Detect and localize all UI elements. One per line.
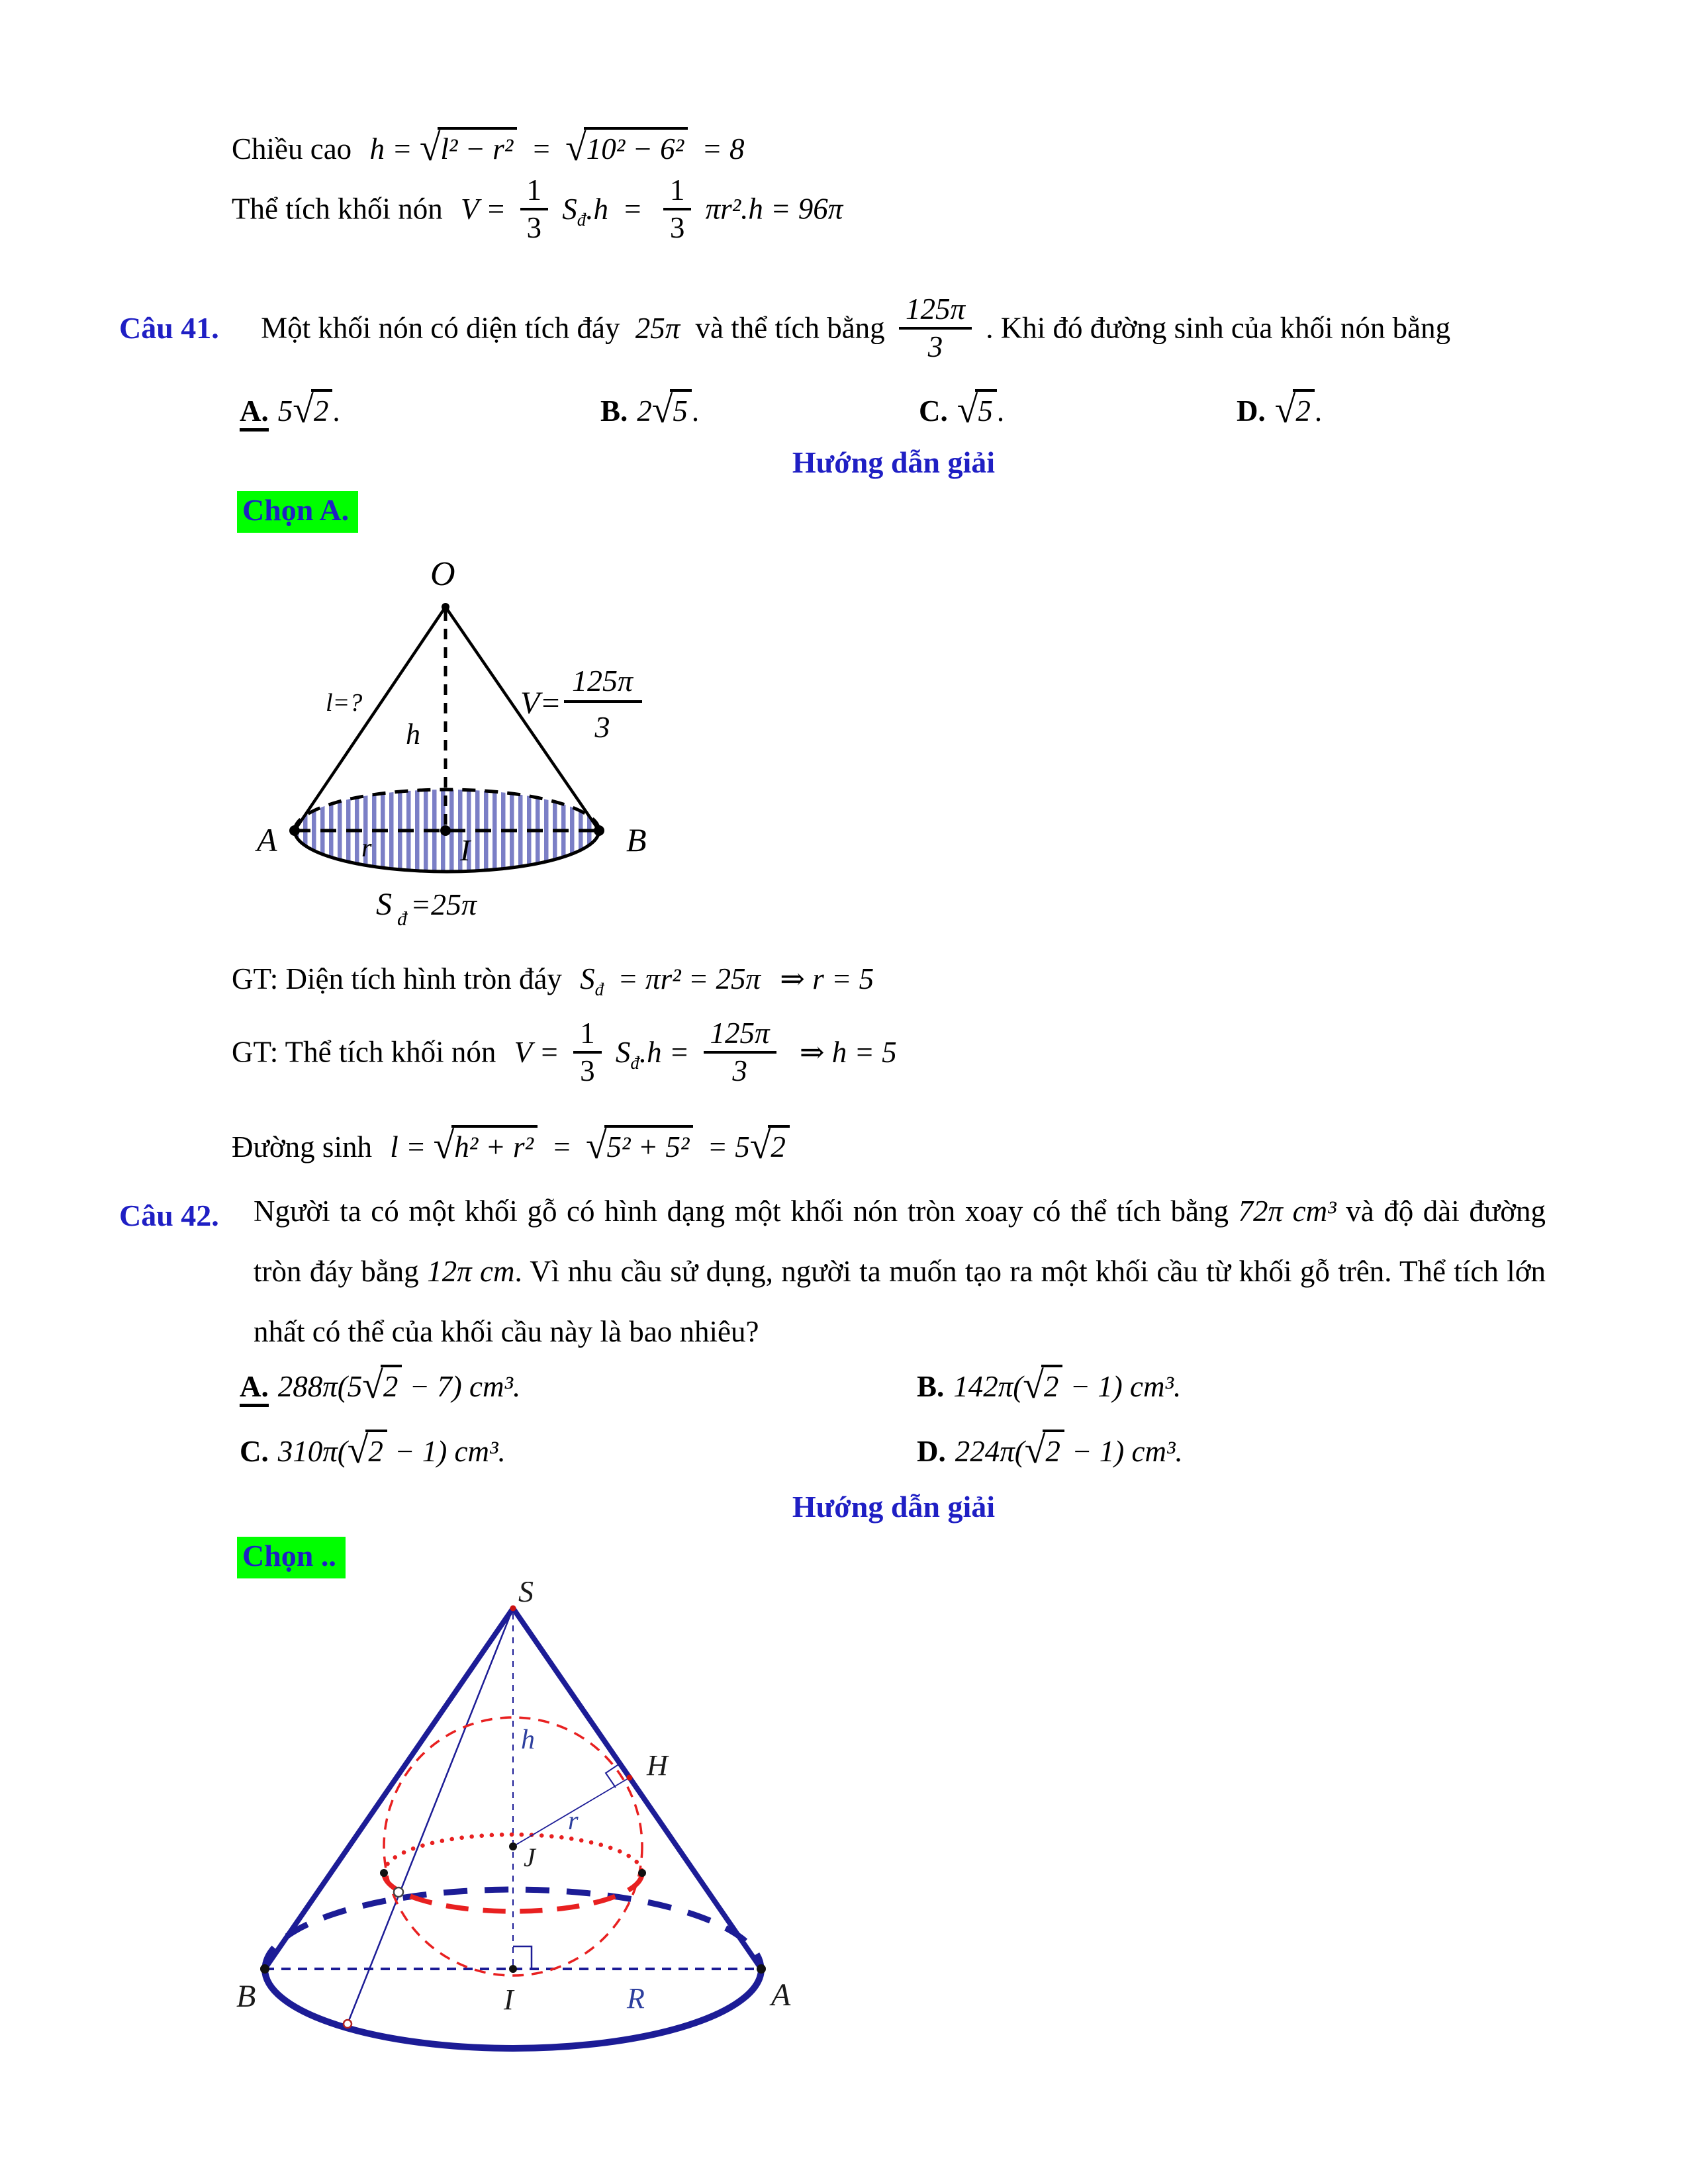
solution-heading-41: Hướng dẫn giải: [792, 445, 996, 479]
option-41-C: [919, 389, 1005, 431]
radical-2: √2: [1025, 1430, 1064, 1469]
gt-line1-label: GT: Diện tích hình tròn đáy: [232, 962, 562, 995]
option-A-pre: 288π(5: [277, 1370, 363, 1403]
tangent-point-dot: [627, 1775, 633, 1781]
question-41-text-before: Một khối nón có diện tích đáy: [261, 311, 620, 345]
option-D-post: − 1) cm³.: [1064, 1435, 1183, 1468]
math-12pi-cm: 12π cm: [427, 1255, 515, 1288]
chord-sphere-intersection-marker: [394, 1888, 403, 1897]
solution40-line1: [232, 127, 745, 169]
volume-frac-denominator: 3: [594, 710, 610, 744]
math-sd-h-eq: [615, 1035, 690, 1073]
math-pir2h: πr².h = 96π: [705, 192, 843, 226]
radical-sign: √: [957, 389, 978, 431]
solution40-line2-label: Thể tích khối nón: [232, 192, 443, 226]
tangent-point-label: H: [647, 1749, 668, 1782]
height-label: h: [406, 718, 420, 751]
math-sd-h: [562, 192, 608, 230]
question-41-number: Câu 41.: [119, 310, 219, 345]
radical-2: √2: [1023, 1365, 1062, 1404]
question-42-seg3: . Vì nhu cầu sử dụng, người ta muốn tạo ra một khối cầu từ khối gỗ trên. Thể tích lớn nhất có thể của khối cầu này là bao nhiêu?: [254, 1255, 1546, 1348]
radical-2: √2: [362, 1365, 402, 1404]
radical-2: √2: [750, 1125, 790, 1164]
radical-sign: √: [651, 389, 673, 431]
cone-left-edge: [265, 1608, 513, 1969]
solution40-line1-label: Chiều cao: [232, 132, 352, 165]
option-A-coeff: 5: [277, 394, 293, 428]
point-B-dot: [594, 825, 604, 836]
point-B-label: B: [236, 1979, 256, 2014]
chosen-answer-41-text: Chọn A.: [237, 491, 358, 533]
fraction-1-3: $\frac{1}{3}$: [573, 1018, 602, 1087]
radical-5: √5: [652, 389, 692, 428]
radical-sign: √: [293, 389, 314, 431]
option-C-pre: 310π(: [277, 1435, 348, 1468]
radical-sign: √: [433, 1125, 455, 1167]
equator-left-dot: [380, 1869, 388, 1877]
option-letter-B: B.: [600, 394, 628, 428]
option-C-post: − 1) cm³.: [387, 1435, 506, 1468]
radical-h2-r2: √h² + r²: [434, 1125, 538, 1164]
radical-2b: √2: [1275, 389, 1315, 428]
option-41-D: [1237, 389, 1323, 431]
question-41: [119, 293, 1451, 366]
radical-100-36: √10² − 6²: [565, 127, 688, 166]
option-B-period: .: [691, 394, 700, 428]
subscript-d: đ: [594, 979, 604, 999]
math-72pi-cm3: 72π cm³: [1238, 1195, 1336, 1228]
radical-25-25: √5² + 5²: [586, 1125, 693, 1164]
options-42-grid: [0, 1365, 1688, 1504]
question-42-number: Câu 42.: [119, 1199, 219, 1232]
volume-label: V=: [520, 686, 561, 721]
point-A-dot: [757, 1964, 766, 1974]
sphere-center-label: J: [524, 1843, 536, 1872]
right-angle-mark-I: [513, 1946, 532, 1969]
option-42-B: [917, 1365, 1181, 1404]
right-angle-mark-H: [606, 1764, 620, 1788]
symbol-S: S: [562, 192, 577, 226]
point-A-label: A: [771, 1978, 791, 2013]
option-41-B: [600, 389, 700, 431]
volume-frac-numerator: 125π: [571, 664, 633, 698]
slant-length-label: l=?: [326, 689, 363, 717]
apex-label: S: [518, 1582, 534, 1608]
height-label: h: [521, 1725, 535, 1755]
center-label: I: [460, 833, 471, 867]
radical-sign: √: [565, 127, 586, 169]
symbol-S: S: [615, 1035, 631, 1069]
question-42-seg2: và độ dài đường tròn đáy bằng: [254, 1195, 1546, 1288]
diagram-cone-sphere-42: [235, 1582, 804, 2062]
fraction-125pi-3: $\frac{125\pi}{3}$: [899, 294, 972, 363]
math-25pi: 25π: [635, 311, 680, 345]
gt-line1-conclusion: ⇒ r = 5: [780, 962, 874, 995]
option-letter-D: D.: [917, 1435, 946, 1468]
result-5: = 5: [707, 1130, 750, 1163]
point-I-dot: [509, 1965, 517, 1973]
equals-sign: =: [622, 192, 643, 226]
result-8: = 8: [702, 132, 745, 165]
equals-sign: =: [551, 1130, 572, 1163]
option-letter-D: D.: [1237, 394, 1266, 428]
equals-sign: =: [531, 132, 551, 165]
question-42-text: [254, 1181, 1546, 1362]
apex-label: O: [430, 555, 455, 593]
option-41-A: [240, 389, 340, 431]
option-B-coeff: 2: [637, 394, 652, 428]
option-D-period: .: [1314, 394, 1323, 428]
base-center-label: I: [504, 1983, 514, 2016]
base-radius-label: R: [627, 1982, 645, 2015]
point-B-label: B: [626, 821, 647, 858]
radical-sign: √: [585, 1125, 607, 1167]
base-area-subscript: đ: [397, 908, 407, 930]
math-l-eq: l =: [390, 1130, 426, 1163]
symbol-S: S: [580, 962, 595, 995]
chosen-answer-42-text: Chọn ..: [237, 1537, 346, 1578]
gt-line3: [232, 1125, 790, 1167]
radical-sign: √: [362, 1365, 383, 1406]
math-V-eq: V =: [460, 192, 506, 226]
point-A-label: A: [257, 821, 277, 858]
cone-right-edge: [513, 1608, 761, 1969]
fraction-1-3: $\frac{1}{3}$: [520, 175, 549, 244]
solution40-line2: [232, 173, 843, 247]
option-letter-A: A.: [240, 394, 269, 432]
question-42-seg1: Người ta có một khối gỗ có hình dạng một khối nón tròn xoay có thể tích bằng: [254, 1195, 1229, 1228]
point-I-dot: [440, 825, 451, 836]
point-B-dot: [260, 1964, 269, 1974]
diagram-cone-41: [252, 544, 688, 931]
point-J-dot: [509, 1843, 517, 1850]
option-letter-B: B.: [917, 1370, 945, 1403]
gt-line3-label: Đường sinh: [232, 1130, 372, 1163]
subscript-d: đ: [577, 209, 586, 230]
radical-sign: √: [347, 1430, 369, 1471]
chord-end-marker: [344, 2020, 352, 2028]
option-letter-C: C.: [240, 1435, 269, 1468]
option-C-period: .: [996, 394, 1005, 428]
math-h-eq: h =: [369, 132, 412, 165]
gt-line1-equation: = πr² = 25π: [618, 962, 761, 995]
sphere-radius-label: r: [568, 1805, 579, 1835]
fraction-125pi-3: $\frac{125\pi}{3}$: [704, 1018, 776, 1087]
question-41-text-after: . Khi đó đường sinh của khối nón bằng: [986, 311, 1451, 345]
base-area-value: =25π: [410, 887, 477, 921]
option-A-post: − 7) cm³.: [402, 1370, 521, 1403]
math-V-eq: V =: [514, 1035, 559, 1069]
option-B-pre: 142π(: [953, 1370, 1023, 1403]
apex-dot: [510, 1606, 516, 1612]
gt-line2: [232, 1017, 897, 1090]
radical-5b: √5: [957, 389, 997, 428]
option-42-A: [240, 1365, 520, 1404]
apex-dot: [442, 603, 449, 611]
solution-heading-42: Hướng dẫn giải: [792, 1490, 996, 1524]
math-sd: [580, 962, 604, 999]
question-41-text-mid: và thể tích bằng: [695, 311, 885, 345]
radical-sign: √: [419, 127, 441, 169]
base-area-S: S: [376, 887, 392, 922]
option-letter-A: A.: [240, 1370, 269, 1407]
option-letter-C: C.: [919, 394, 948, 428]
point-A-dot: [289, 825, 300, 836]
radical-2: √2: [293, 389, 332, 428]
radical-sign: √: [749, 1125, 771, 1167]
gt-line1: [232, 961, 874, 1000]
dot-h: .h: [586, 192, 608, 226]
radical-sign: √: [1023, 1365, 1044, 1406]
chosen-answer-42: [237, 1537, 346, 1578]
radical-sign: √: [1274, 389, 1296, 431]
option-A-period: .: [332, 394, 340, 428]
gt-line2-label: GT: Thể tích khối nón: [232, 1035, 496, 1069]
radical-l2-r2: √l² − r²: [420, 127, 517, 166]
gt-line2-conclusion: ⇒ h = 5: [799, 1035, 897, 1069]
chosen-answer-41: [237, 491, 358, 533]
fraction-1-3b: $\frac{1}{3}$: [663, 175, 692, 244]
dot-h-equals: .h =: [639, 1035, 690, 1069]
radical-sign: √: [1024, 1430, 1046, 1471]
option-D-pre: 224π(: [955, 1435, 1025, 1468]
option-B-post: − 1) cm³.: [1062, 1370, 1182, 1403]
base-area-label: [376, 887, 478, 930]
equator-right-dot: [638, 1869, 646, 1877]
option-42-D: [917, 1430, 1183, 1469]
radical-2: √2: [348, 1430, 387, 1469]
option-42-C: [240, 1430, 506, 1469]
subscript-d: đ: [630, 1052, 639, 1073]
radius-label: r: [361, 833, 372, 862]
